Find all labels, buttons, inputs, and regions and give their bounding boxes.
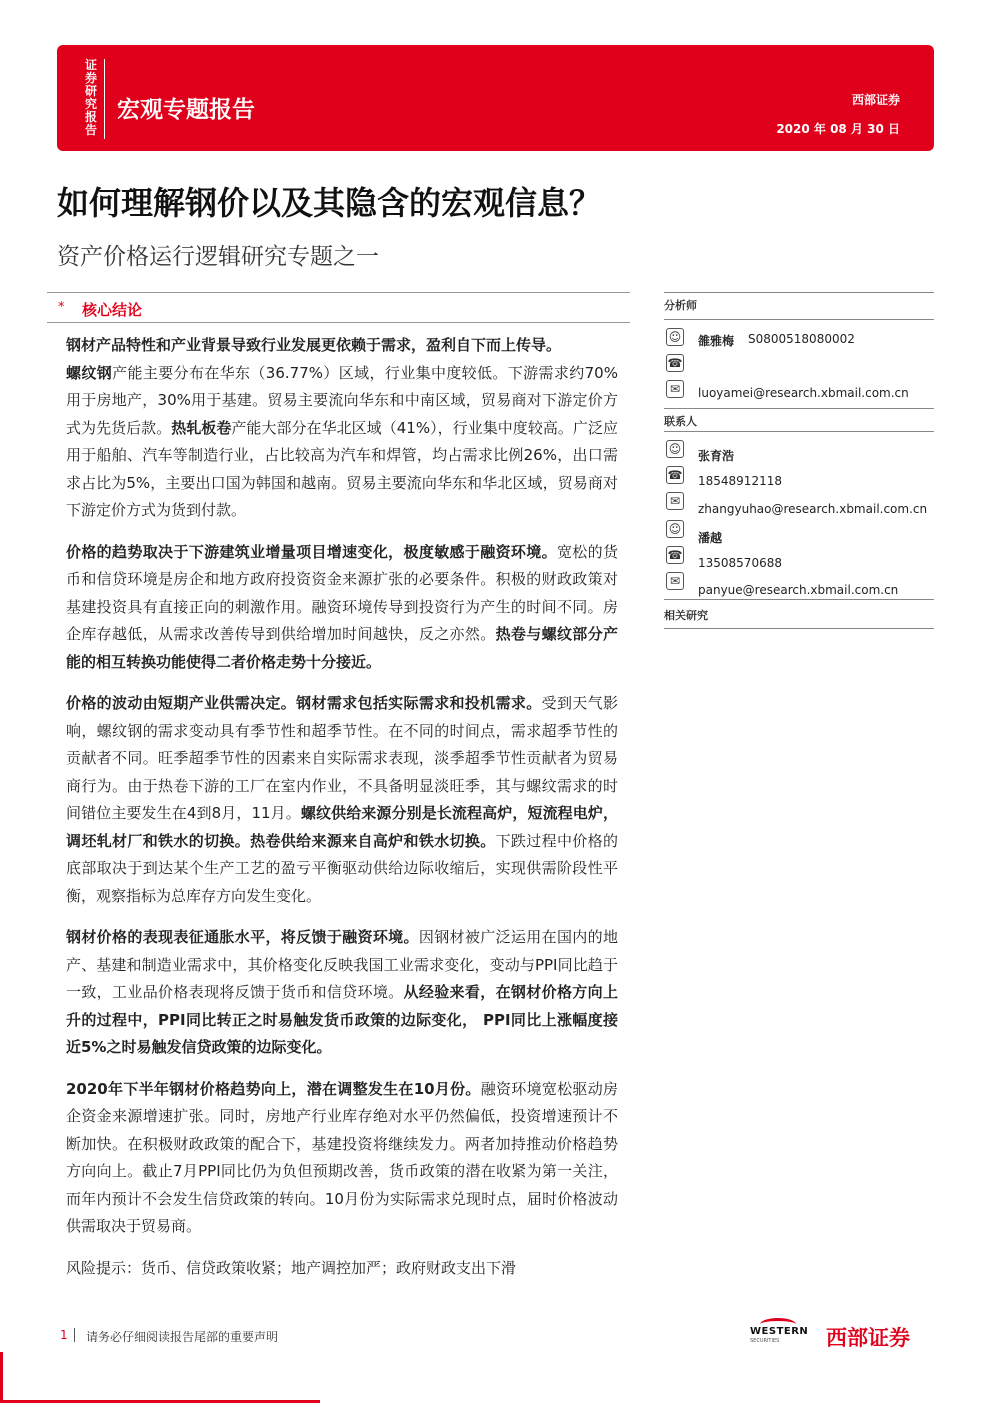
bold-lead: 2020年下半年钢材价格趋势向上，潜在调整发生在10月份。	[66, 1079, 481, 1098]
sidebar-rule	[664, 292, 934, 293]
logo-english-small: SECURITIES	[750, 1338, 780, 1344]
body-text: 下跌过程中价格的底部取决于到达某个生产工艺的盈亏平衡驱动供给边际收缩后，实现供需阶段性平衡，观察指标为总库存方向发生变化。	[66, 831, 618, 905]
paragraph-3	[66, 690, 618, 910]
body-text: 产能主要分布在华东（36.77%）区域，行业集中度较低。下游需求约70%用于房地产，30%用于基建。贸易主要流向华东和中南区域，贸易商对下游定价方式为先货后款。	[66, 363, 618, 437]
contact-email[interactable]: panyue@research.xbmail.com.cn	[698, 583, 899, 597]
risk-notice: 风险提示：货币、信贷政策收紧；地产调控加严；政府财政支出下滑	[66, 1258, 517, 1277]
contact-name: 张育浩	[698, 449, 735, 463]
firm-name: 西部证券	[851, 93, 900, 107]
bold-lead: 钢材产品特性和产业背景导致行业发展更依赖于需求，盈利自下而上传导。	[66, 336, 562, 354]
phone-icon: ☎	[667, 548, 683, 562]
email-icon: ✉	[666, 380, 684, 398]
paragraph-1	[66, 332, 618, 525]
paragraph-5	[66, 1076, 618, 1241]
section-rule-bottom	[47, 322, 630, 323]
sidebar-rule	[664, 408, 934, 409]
contact-heading: 联系人	[664, 415, 697, 428]
body-text: 融资环境宽松驱动房企资金来源增速扩张。同时，房地产行业库存绝对水平仍然偏低，投资增速预计不断加快。在积极财政政策的配合下，基建投资将继续发力。两者加持推动价格趋势方向向上。截止7月PPI同比仍为负但预期改善，货币政策的潜在收紧为第一关注，而年内预计不会发生信贷政策的转向。10月份为实际需求兑现时点，届时价格波动供需取决于贸易商。	[66, 1079, 618, 1235]
contact-name: 潘越	[698, 531, 723, 545]
analyst-cert: S0800518080002	[748, 332, 855, 346]
report-category: 宏观专题报告	[117, 97, 255, 123]
paragraph-2	[66, 539, 618, 677]
analyst-heading: 分析师	[664, 299, 697, 312]
body-text: 受到天气影响，螺纹钢的需求变动具有季节性和超季节性。在不同的时间点，需求超季节性的贡献者不同。旺季超季节性的因素来自实际需求表现，淡季超季节性贡献者为贸易商行为。由于热卷下游的工厂在室内作业，不具备明显淡旺季，其与螺纹需求的时间错位主要发生在4到8月，11月。	[66, 694, 618, 822]
sidebar-rule	[664, 599, 934, 600]
bold-term: 螺纹钢	[66, 363, 113, 382]
sidebar-rule	[664, 628, 934, 629]
header-banner	[57, 45, 934, 151]
body-text: 产能大部分在华北区域（41%），行业集中度较高。广泛应用于船舶、汽车等制造行业，占比较高为汽车和焊管，均占需求比例26%，出口需求占比为5%，主要出口国为韩国和越南。贸易主要流向华东和华北区域，贸易商对下游定价方式为货到付款。	[66, 418, 618, 519]
person-icon: ☺	[666, 328, 684, 346]
report-type-label: 证券研究报告	[84, 58, 97, 137]
footer-notice: 请务必仔细阅读报告尾部的重要声明	[86, 1330, 279, 1344]
bold-lead: 钢材价格的表现表征通胀水平，将反馈于融资环境。	[66, 928, 419, 946]
report-date: 2020 年 08 月 30 日	[776, 122, 900, 136]
key-conclusions	[66, 332, 618, 1296]
bold-term: 热轧板卷	[171, 418, 232, 437]
corner-accent-vertical	[0, 1352, 3, 1403]
banner-divider	[104, 59, 105, 139]
contact-phone[interactable]: 18548912118	[698, 474, 782, 488]
email-icon: ✉	[666, 572, 684, 590]
section-heading: 核心结论	[82, 301, 143, 319]
bold-lead: 价格的趋势取决于下游建筑业增量项目增速变化，极度敏感于融资环境。	[66, 542, 557, 561]
sidebar-rule	[664, 319, 934, 320]
footer-divider	[74, 1328, 75, 1342]
body-text: 因钢材被广泛运用在国内的地产、基建和制造业需求中，其价格变化反映我国工业需求变化，变动与PPI同比趋于一致，工业品价格表现将反馈于货币和信贷环境。	[66, 928, 618, 1001]
email-icon: ✉	[666, 492, 684, 510]
contact-phone[interactable]: 13508570688	[698, 556, 782, 570]
analyst-email[interactable]: luoyamei@research.xbmail.com.cn	[698, 386, 909, 400]
body-text: 宽松的货币和信贷环境是房企和地方政府投资资金来源扩张的必要条件。积极的财政政策对基建投资具有直接正向的刺激作用。融资环境传导到投资行为产生的时间不同。房企库存越低，从需求改善传导到供给增加时间越快，反之亦然。	[66, 542, 618, 643]
paragraph-4	[66, 924, 618, 1062]
phone-icon: ☎	[667, 356, 683, 370]
analyst-name: 雒雅梅	[698, 334, 735, 348]
person-icon: ☺	[666, 440, 684, 458]
page-subtitle: 资产价格运行逻辑研究专题之一	[57, 244, 379, 270]
logo-english: WESTERN	[750, 1326, 809, 1337]
bold-term: 热卷与螺纹部分产能的相互转换功能使得二者价格走势十分接近。	[66, 625, 618, 671]
company-logo	[750, 1320, 930, 1350]
bold-term: 从经验来看，在钢材价格方向上升的过程中，PPI同比转正之时易触发货币政策的边际变化， PPI同比上涨幅度接近5%之时易触发信贷政策的边际变化。	[66, 983, 618, 1056]
bold-lead: 价格的波动由短期产业供需决定。钢材需求包括实际需求和投机需求。	[66, 694, 542, 712]
phone-icon: ☎	[667, 468, 683, 482]
section-rule-top	[47, 292, 630, 293]
contact-email[interactable]: zhangyuhao@research.xbmail.com.cn	[698, 502, 928, 516]
logo-chinese: 西部证券	[826, 1326, 910, 1350]
person-icon: ☺	[666, 520, 684, 538]
section-star-icon: *	[58, 300, 65, 315]
page-title: 如何理解钢价以及其隐含的宏观信息？	[57, 184, 602, 222]
page-number: 1	[60, 1328, 68, 1342]
sidebar-rule	[664, 431, 934, 432]
related-research-heading: 相关研究	[664, 609, 708, 622]
bold-term: 螺纹供给来源分别是长流程高炉，短流程电炉，调坯轧材厂和铁水的切换。热卷供给来源来自高炉和铁水切换。	[66, 804, 618, 850]
